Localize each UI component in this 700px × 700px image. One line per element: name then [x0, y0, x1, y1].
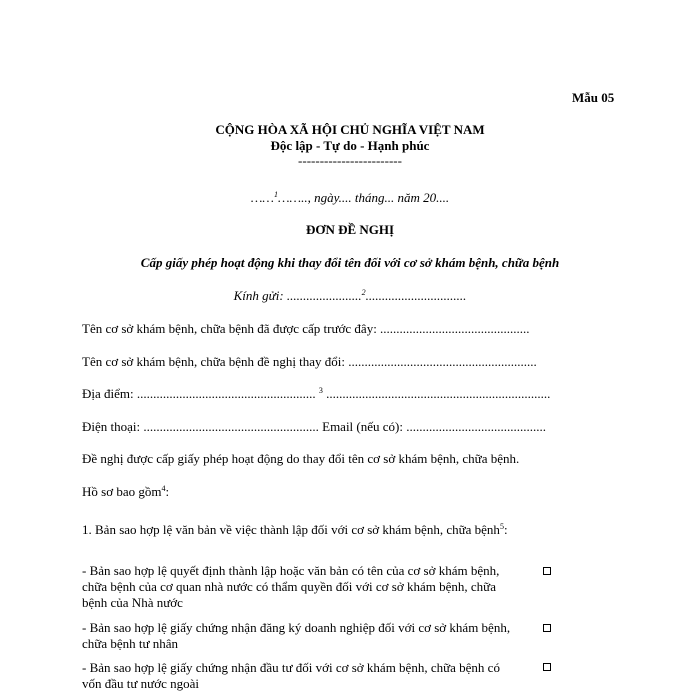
checkbox-business-registration[interactable] [543, 624, 551, 632]
recipient-dots: ............................... [365, 288, 467, 303]
country-name: CỘNG HÒA XÃ HỘI CHỦ NGHĨA VIỆT NAM [215, 122, 485, 137]
item-1-colon: : [503, 522, 508, 537]
footnote-2: 2 [361, 288, 366, 297]
checklist-item: - Bản sao hợp lệ giấy chứng nhận đăng ký doanh nghiệp đối với cơ sở khám bệnh, chữa bệnh tư nhân [82, 620, 511, 651]
checklist-item: - Bản sao hợp lệ quyết định thành lập hoặc văn bản có tên của cơ sở khám bệnh, chữa bệnh của cơ quan nhà nước có thẩm quyền đối với cơ sở khám bệnh, chữa bệnh của Nhà nước [82, 563, 500, 610]
checkbox-decision[interactable] [543, 567, 551, 575]
checkbox-investment-certificate[interactable] [543, 663, 551, 671]
request-statement: Đề nghị được cấp giấy phép hoạt động do thay đổi tên cơ sở khám bệnh, chữa bệnh. [82, 451, 520, 466]
address-dots: ..................................................................... [322, 386, 551, 401]
national-motto: Độc lập - Tự do - Hạnh phúc [270, 138, 430, 153]
date-place-dots: …… [250, 190, 274, 205]
dossier-colon: : [165, 484, 170, 499]
dossier-heading [82, 484, 169, 500]
header-separator: ------------------------ [298, 153, 402, 168]
document-subtitle: Cấp giấy phép hoạt động khi thay đổi tên đối với cơ sở khám bệnh, chữa bệnh [140, 255, 560, 270]
new-name-field: Tên cơ sở khám bệnh, chữa bệnh đề nghị thay đổi: .......................................................... [82, 354, 537, 369]
phone-email-field: Điện thoại: ...................................................... Email (nếu có): ........................................... [82, 419, 546, 434]
footnote-1: 1 [273, 190, 278, 199]
item-1 [82, 522, 512, 538]
checklist-item: - Bản sao hợp lệ giấy chứng nhận đầu tư đối với cơ sở khám bệnh, chữa bệnh có vốn đầu tư nước ngoài [82, 660, 500, 691]
dossier-label: Hồ sơ bao gồm [82, 484, 162, 499]
form-code: Mẫu 05 [572, 90, 615, 105]
item-1-text: 1. Bản sao hợp lệ văn bản về việc thành lập đối với cơ sở khám bệnh, chữa bệnh [82, 522, 500, 537]
old-name-field: Tên cơ sở khám bệnh, chữa bệnh đã được cấp trước đây: .............................................. [82, 321, 530, 336]
recipient-label: Kính gửi: ....................... [233, 288, 362, 303]
date-text: …….., ngày.... tháng... năm 20.... [277, 190, 450, 205]
document-title: ĐƠN ĐỀ NGHỊ [305, 222, 395, 237]
footnote-5: 5 [499, 522, 504, 531]
date-line [0, 190, 700, 206]
address-field [82, 386, 550, 402]
recipient-line [0, 288, 700, 304]
address-label: Địa điểm: ....................................................... [82, 386, 319, 401]
footnote-3: 3 [318, 386, 323, 395]
footnote-4: 4 [161, 484, 166, 493]
